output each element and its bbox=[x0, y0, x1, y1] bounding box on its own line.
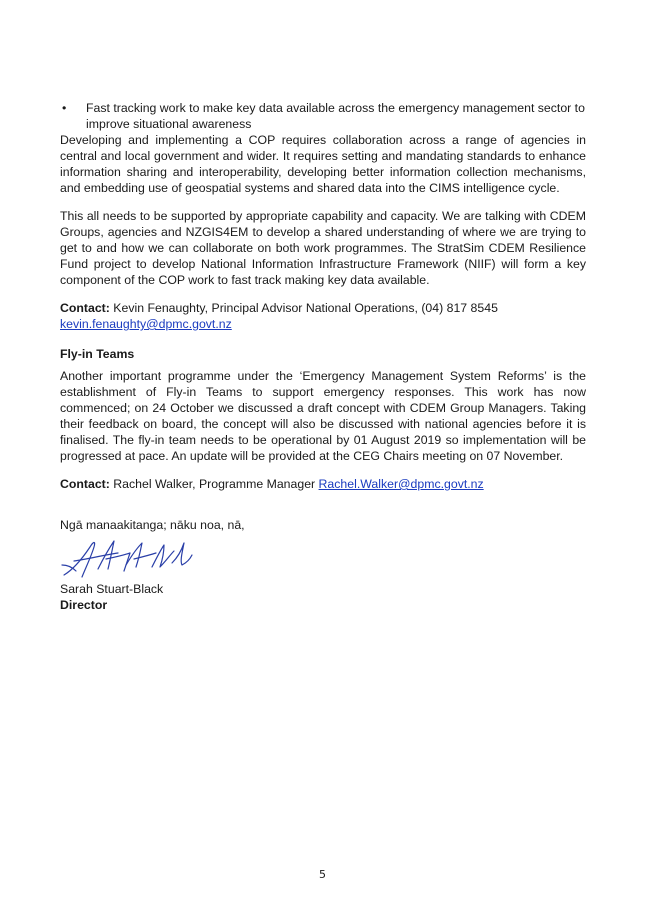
paragraph-flyin: Another important programme under the ‘Emergency Management System Reforms’ is the establishment of Fly-in Teams to support emergency responses. This work has now commenced; on 24 October we discussed a draft concept with CDEM Group Managers. Taking their feedback on board, the concept will also be discussed with national agencies before it is finalised. The fly-in team needs to be operational by 01 August 2019 so implementation will be progressed at pace. An update will be provided at the CEG Chairs meeting on 07 November. bbox=[60, 369, 586, 463]
signature-image bbox=[60, 535, 210, 581]
signer-name: Sarah Stuart-Black bbox=[60, 582, 164, 596]
paragraph-cop: Developing and implementing a COP requires collaboration across a range of agencies in central and local government and wider. It requires setting and mandating standards to enhance information sharing and interoperability, developing better information collection mechanisms, and embedding use of geospatial systems and shared data into the CIMS intelligence cycle. bbox=[60, 133, 586, 195]
section-heading: Fly-in Teams bbox=[60, 347, 135, 361]
bullet-item bbox=[60, 100, 586, 132]
contact-label: Contact: bbox=[60, 477, 110, 491]
paragraph-capability: This all needs to be supported by appropriate capability and capacity. We are talking with CDEM Groups, agencies and NZGIS4EM to develop a shared understanding of where we are trying to get to and how we can collaborate on both work programmes. The StratSim CDEM Resilience Fund project to develop National Information Infrastructure Framework (NIIF) will form a key component of the COP work to fast track making key data available. bbox=[60, 209, 586, 287]
contact-block-2 bbox=[60, 476, 586, 492]
bullet-marker: • bbox=[62, 101, 67, 115]
contact-block-1 bbox=[60, 300, 586, 332]
bullet-text: Fast tracking work to make key data available across the emergency management sector to improve situational awareness bbox=[86, 101, 585, 131]
contact-label: Contact: bbox=[60, 301, 110, 315]
contact-text: Rachel Walker, Programme Manager bbox=[109, 477, 319, 491]
contact-email-link[interactable]: Rachel.Walker@dpmc.govt.nz bbox=[318, 477, 484, 491]
contact-email-link[interactable]: kevin.fenaughty@dpmc.govt.nz bbox=[60, 317, 232, 331]
document-page bbox=[60, 100, 586, 613]
page-number: 5 bbox=[319, 868, 326, 881]
contact-text: Kevin Fenaughty, Principal Advisor National Operations, (04) 817 8545 bbox=[109, 301, 498, 315]
closing-line: Ngā manaakitanga; nāku noa, nā, bbox=[60, 518, 245, 532]
signer-title: Director bbox=[60, 598, 108, 612]
